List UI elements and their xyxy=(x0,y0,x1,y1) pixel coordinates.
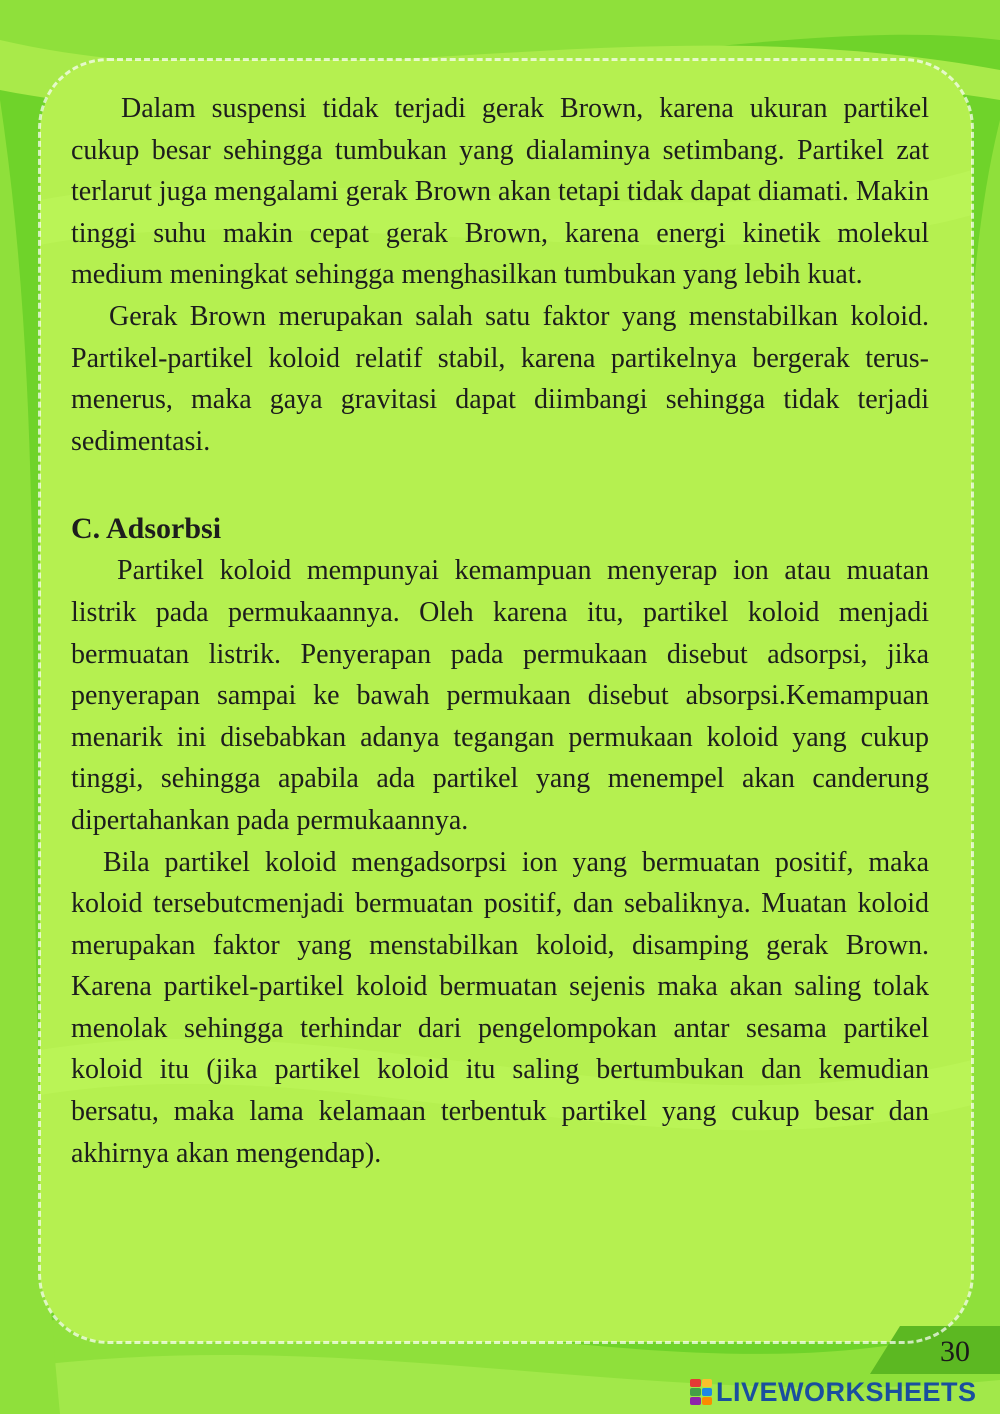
intro-paragraph-2: Gerak Brown merupakan salah satu faktor yang menstabilkan koloid. Partikel-partikel koloid relatif stabil, karena partikelnya bergerak terus-menerus, maka gaya gravitasi dapat diimbangi sehingga tidak terjadi sedimentasi. xyxy=(71,300,929,457)
brand-name: LIVEWORKSHEETS xyxy=(716,1376,977,1407)
page-number: 30 xyxy=(940,1335,970,1368)
section-paragraph-2: Bila partikel koloid mengadsorpsi ion yang bermuatan positif, maka koloid tersebutcmenjadi bermuatan positif, dan sebaliknya. Muatan koloid merupakan faktor yang menstabilkan koloid, disamping gerak Brown. Karena partikel-partikel koloid bermuatan sejenis maka akan saling tolak menolak sehingga terhindar dari pengelompokan antar sesama partikel koloid itu (jika partikel koloid itu saling bertumbukan dan kemudian bersatu, maka lama kelamaan terbentuk partikel yang cukup besar dan akhirnya akan mengendap). xyxy=(71,846,929,1169)
liveworksheets-brand[interactable] xyxy=(690,1374,977,1410)
section-paragraph-1: Partikel koloid mempunyai kemampuan menyerap ion atau muatan listrik pada permukaannya. Oleh karena itu, partikel koloid menjadi bermuatan listrik. Penyerapan pada permukaan disebut adsorpsi, jika penyerapan sampai ke bawah permukaan disebut absorpsi.Kemampuan menarik ini disebabkan adanya tegangan permukaan koloid yang cukup tinggi, sehingga apabila ada partikel yang menempel akan canderung dipertahankan pada permukaannya. xyxy=(71,555,929,836)
intro-paragraph-1: Dalam suspensi tidak terjadi gerak Brown, karena ukuran partikel cukup besar sehingga tumbukan yang dialaminya setimbang. Partikel zat terlarut juga mengalami gerak Brown akan tetapi tidak dapat diamati. Makin tinggi suhu makin cepat gerak Brown, karena energi kinetik molekul medium meningkat sehingga menghasilkan tumbukan yang lebih kuat. xyxy=(71,93,929,291)
section-spacer xyxy=(71,462,929,508)
section-heading: C. Adsorbsi xyxy=(71,512,222,546)
page-content xyxy=(71,88,929,1174)
liveworksheets-logo-icon xyxy=(690,1379,712,1405)
